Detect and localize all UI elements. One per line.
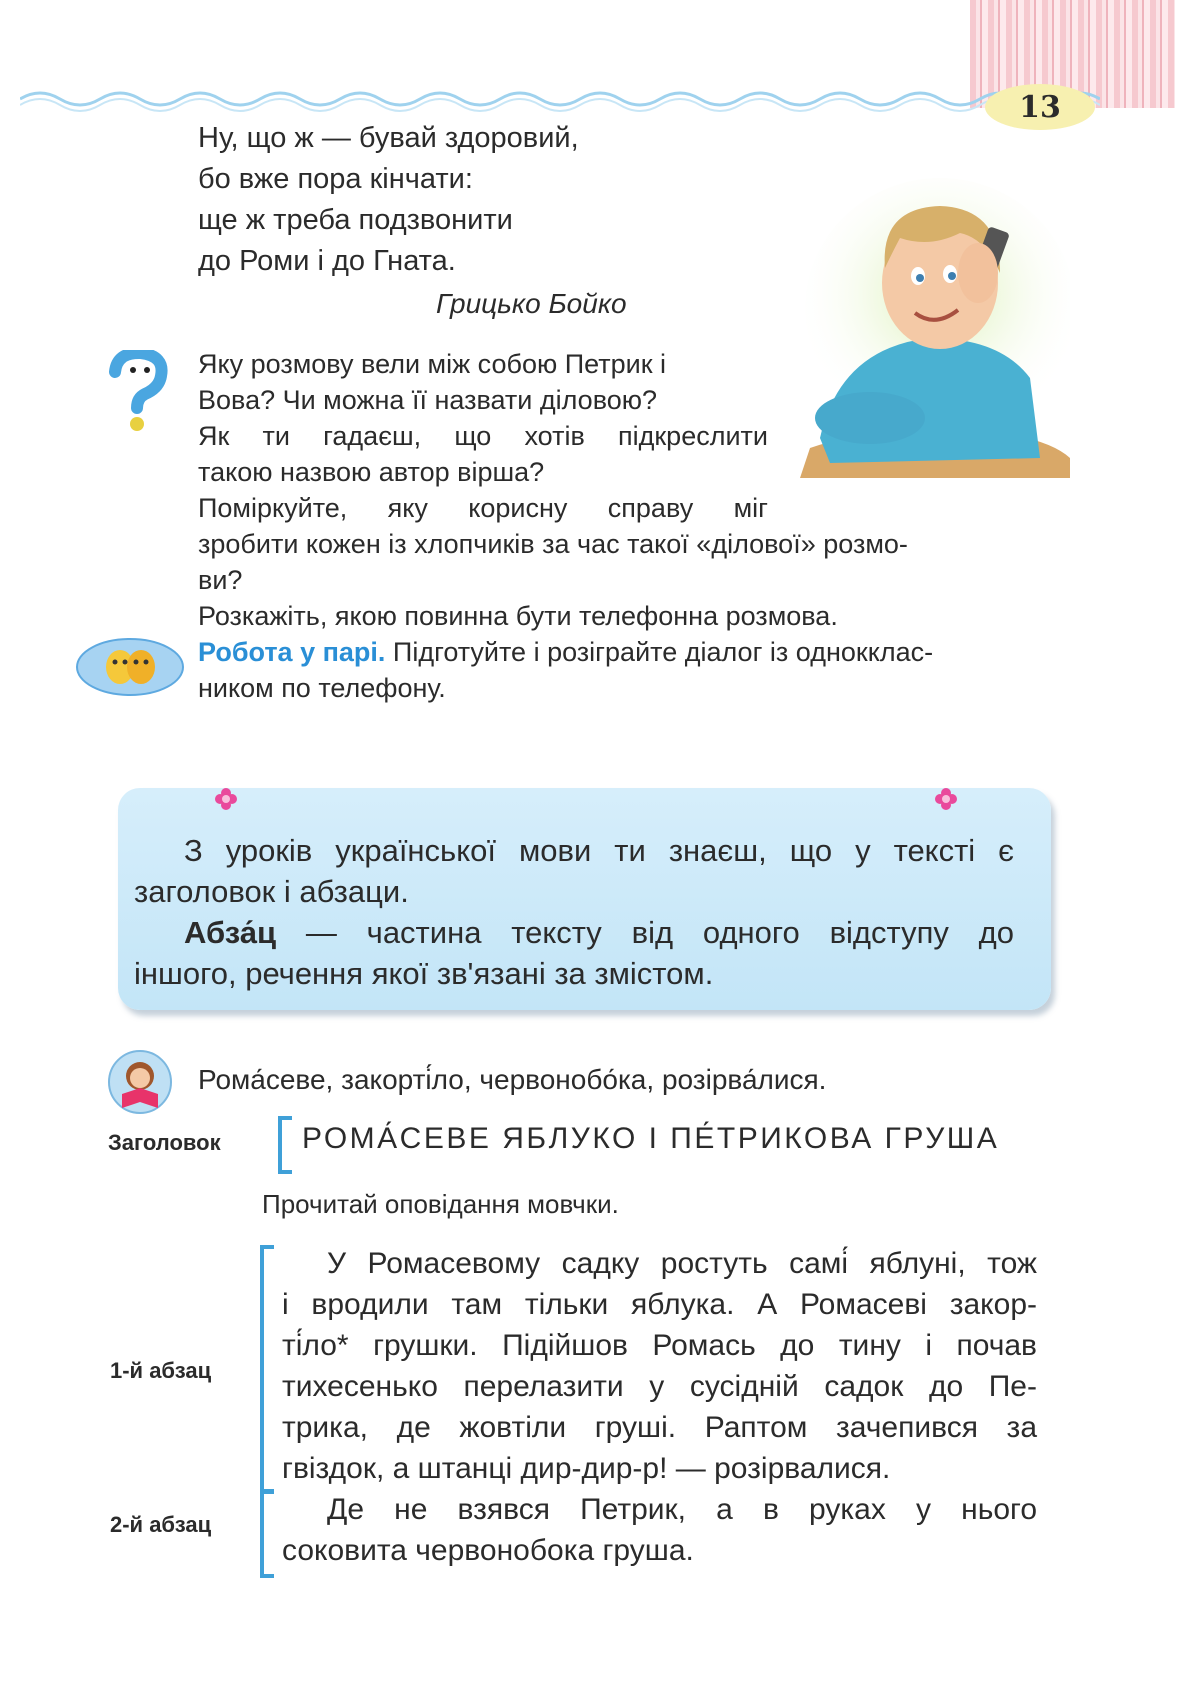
paragraph-2-bracket <box>260 1490 274 1578</box>
poem-line-3: ще ж треба подзвонити <box>198 204 513 236</box>
question-line-4: такою назвою автор вірша? <box>198 457 545 487</box>
paragraph-1-label: 1-й абзац <box>110 1358 212 1383</box>
title-label: Заголовок <box>108 1130 221 1155</box>
wave-border-decoration <box>20 84 1100 114</box>
question-line-1: Яку розмову вели між собою Петрик і <box>198 349 667 379</box>
story-title: РОМА́СЕВЕ ЯБЛУКО І ПЕ́ТРИКОВА ГРУША <box>302 1122 1000 1155</box>
rule-line-3 <box>134 912 1014 953</box>
vocabulary-words: Рома́севе, закорті́ло, червонобо́ка, розірва́лися. <box>198 1064 827 1095</box>
question-line-6: зробити кожен із хлопчиків за час такої «ділової» розмо- <box>198 529 908 559</box>
poem-line-2: бо вже пора кінчати: <box>198 163 473 195</box>
poem-line-1: Ну, що ж — бувай здоровий, <box>198 122 579 154</box>
theater-masks-icon <box>75 636 185 698</box>
page-number: 13 <box>1019 89 1061 125</box>
paragraph-1-line-3: ті́ло* грушки. Підійшов Ромась до тину і почав <box>282 1329 1037 1362</box>
rule-definition: — частина тексту від одного відступу до <box>276 915 1014 950</box>
flower-icon <box>935 788 957 810</box>
page-number-badge <box>985 84 1095 130</box>
pair-work-text: Підготуйте і розіграйте діалог із однокклас- <box>385 637 934 667</box>
paragraph-1-line-4: тихесенько перелазити у сусідній садок до Пе- <box>282 1370 1037 1403</box>
paragraph-2-line-2: соковита червонобока груша. <box>282 1534 694 1567</box>
paragraph-1-bracket <box>260 1245 274 1493</box>
reading-child-icon <box>108 1050 172 1114</box>
pair-work-line-1 <box>198 634 1038 670</box>
question-line-8: Розкажіть, якою повинна бути телефонна розмова. <box>198 601 838 631</box>
instruction: Прочитай оповідання мовчки. <box>262 1189 619 1219</box>
poem-author: Грицько Бойко <box>436 288 627 319</box>
paragraph-2-line-1: Де не взявся Петрик, а в руках у нього <box>327 1493 1037 1526</box>
rule-line-2: заголовок і абзаци. <box>134 874 409 909</box>
question-mark-icon <box>103 350 173 434</box>
paragraph-1-line-2: і вродили там тільки яблука. А Ромасеві закор- <box>282 1288 1037 1321</box>
rule-line-1: З уроків української мови ти знаєш, що у тексті є <box>184 833 1014 868</box>
title-bracket <box>278 1116 292 1174</box>
paragraph-1-line-6: гвіздок, а штанці дир-дир-р! — розірвалися. <box>282 1452 891 1485</box>
paragraph-1-line-1: У Ромасевому садку ростуть самі́ яблуні, тож <box>327 1247 1037 1280</box>
boy-with-phone-illustration <box>800 178 1070 478</box>
question-line-2: Вова? Чи можна її назвати діловою? <box>198 385 658 415</box>
pair-work-label: Робота у парі. <box>198 637 386 667</box>
rule-line-4: іншого, речення якої зв'язані за змістом. <box>134 956 714 991</box>
poem-line-4: до Роми і до Гната. <box>198 245 456 277</box>
paragraph-1-line-5: трика, де жовтіли груші. Раптом зачепився за <box>282 1411 1037 1444</box>
pair-work-line-2: ником по телефону. <box>198 673 446 703</box>
flower-icon <box>215 788 237 810</box>
paragraph-2-label: 2-й абзац <box>110 1512 212 1537</box>
question-line-5: Поміркуйте, яку корисну справу міг <box>198 493 768 523</box>
question-line-7: ви? <box>198 565 243 595</box>
question-line-3: Як ти гадаєш, що хотів підкреслити <box>198 421 768 451</box>
rule-term: Абза́ц <box>184 915 277 950</box>
